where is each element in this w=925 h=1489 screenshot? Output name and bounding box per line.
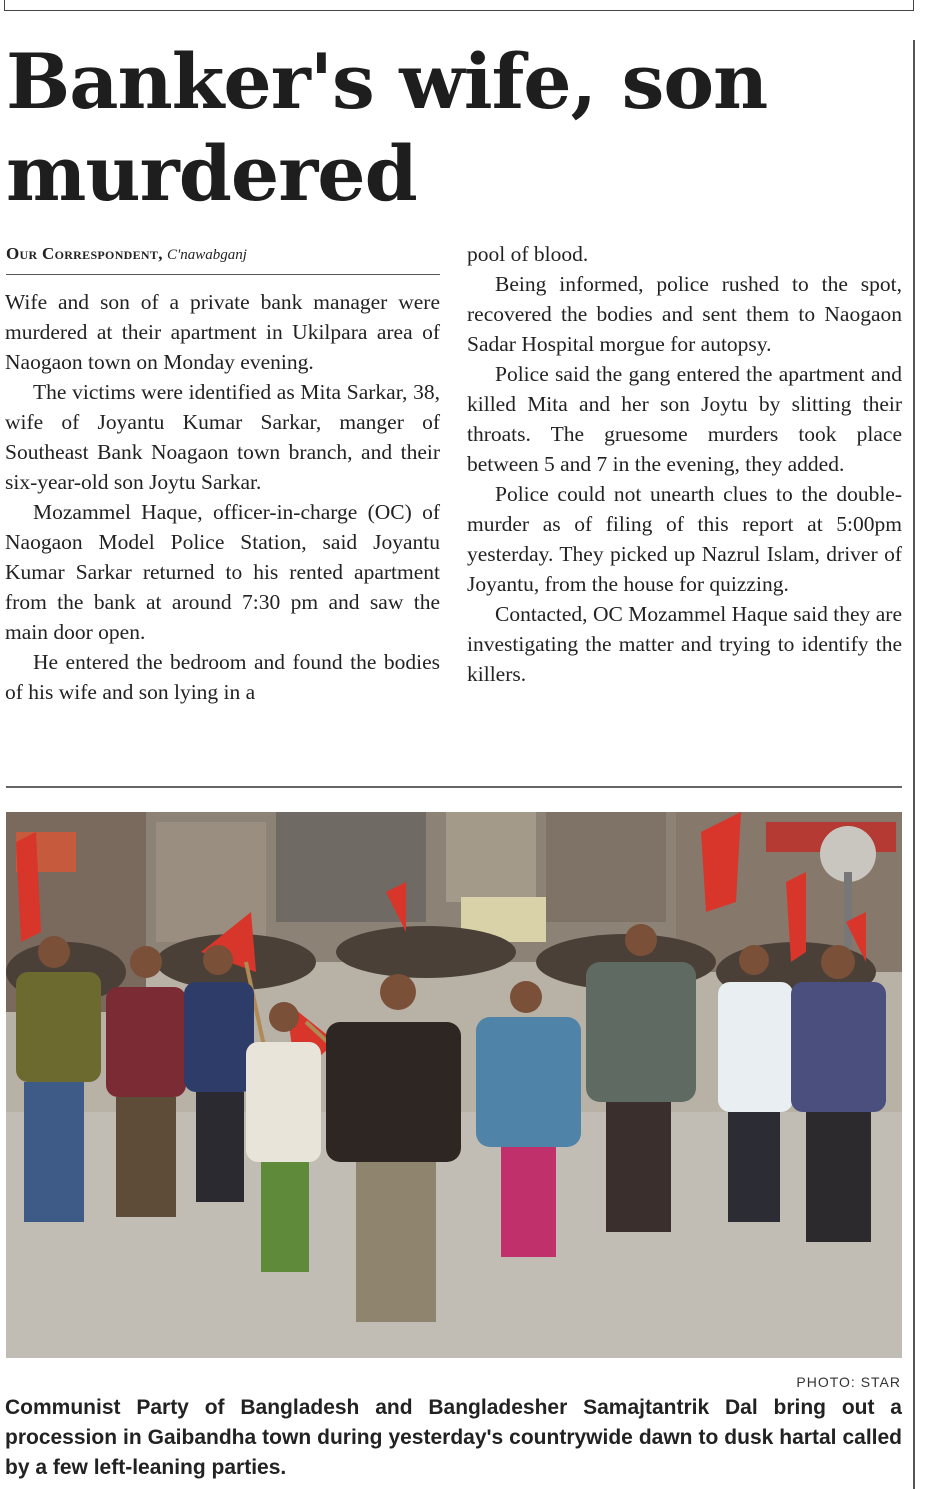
paragraph: Mozammel Haque, officer-in-charge (OC) of Naogaon Model Police Station, said Joyantu Kumar Sarkar returned to his rented apartment from the bank at around 7:30 pm and saw the main door open. — [5, 500, 440, 644]
paragraph: Contacted, OC Mozammel Haque said they are investigating the matter and trying to identify the killers. — [467, 602, 902, 686]
paragraph: Wife and son of a private bank manager were murdered at their apartment in Ukilpara area of Naogaon town on Monday evening. — [5, 290, 440, 374]
byline-name: Our Correspondent, — [6, 244, 163, 263]
top-border-box — [4, 0, 914, 11]
article-column-1 — [5, 287, 440, 707]
section-divider — [6, 786, 902, 788]
paragraph: Being informed, police rushed to the spot, recovered the bodies and sent them to Naogaon Sadar Hospital morgue for autopsy. — [467, 272, 902, 356]
byline-rule — [6, 274, 440, 275]
paragraph: pool of blood. — [467, 242, 589, 266]
paragraph: The victims were identified as Mita Sarkar, 38, wife of Joyantu Kumar Sarkar, manger of Southeast Bank Noagaon town branch, and their six-year-old son Joytu Sarkar. — [5, 380, 440, 494]
paragraph: Police could not unearth clues to the double-murder as of filing of this report at 5:00pm yesterday. They picked up Nazrul Islam, driver of Joyantu, from the house for quizzing. — [467, 482, 902, 596]
headline: Banker's wife, son murdered — [6, 37, 768, 218]
article-column-2 — [467, 239, 902, 689]
news-photo — [6, 812, 902, 1358]
paragraph: He entered the bedroom and found the bodies of his wife and son lying in a — [5, 650, 440, 704]
paragraph: Police said the gang entered the apartment and killed Mita and her son Joytu by slitting their throats. The gruesome murders took place between 5 and 7 in the evening, they added. — [467, 362, 902, 476]
photo-credit: PHOTO: STAR — [796, 1374, 901, 1390]
photo-caption: Communist Party of Bangladesh and Bangladesher Samajtantrik Dal bring out a procession in Gaibandha town during yesterday's countrywide dawn to dusk hartal called by a few left-leaning parties. — [5, 1396, 902, 1479]
column-rule — [913, 40, 915, 1489]
byline — [6, 244, 438, 270]
byline-location: C'nawabganj — [167, 247, 247, 263]
